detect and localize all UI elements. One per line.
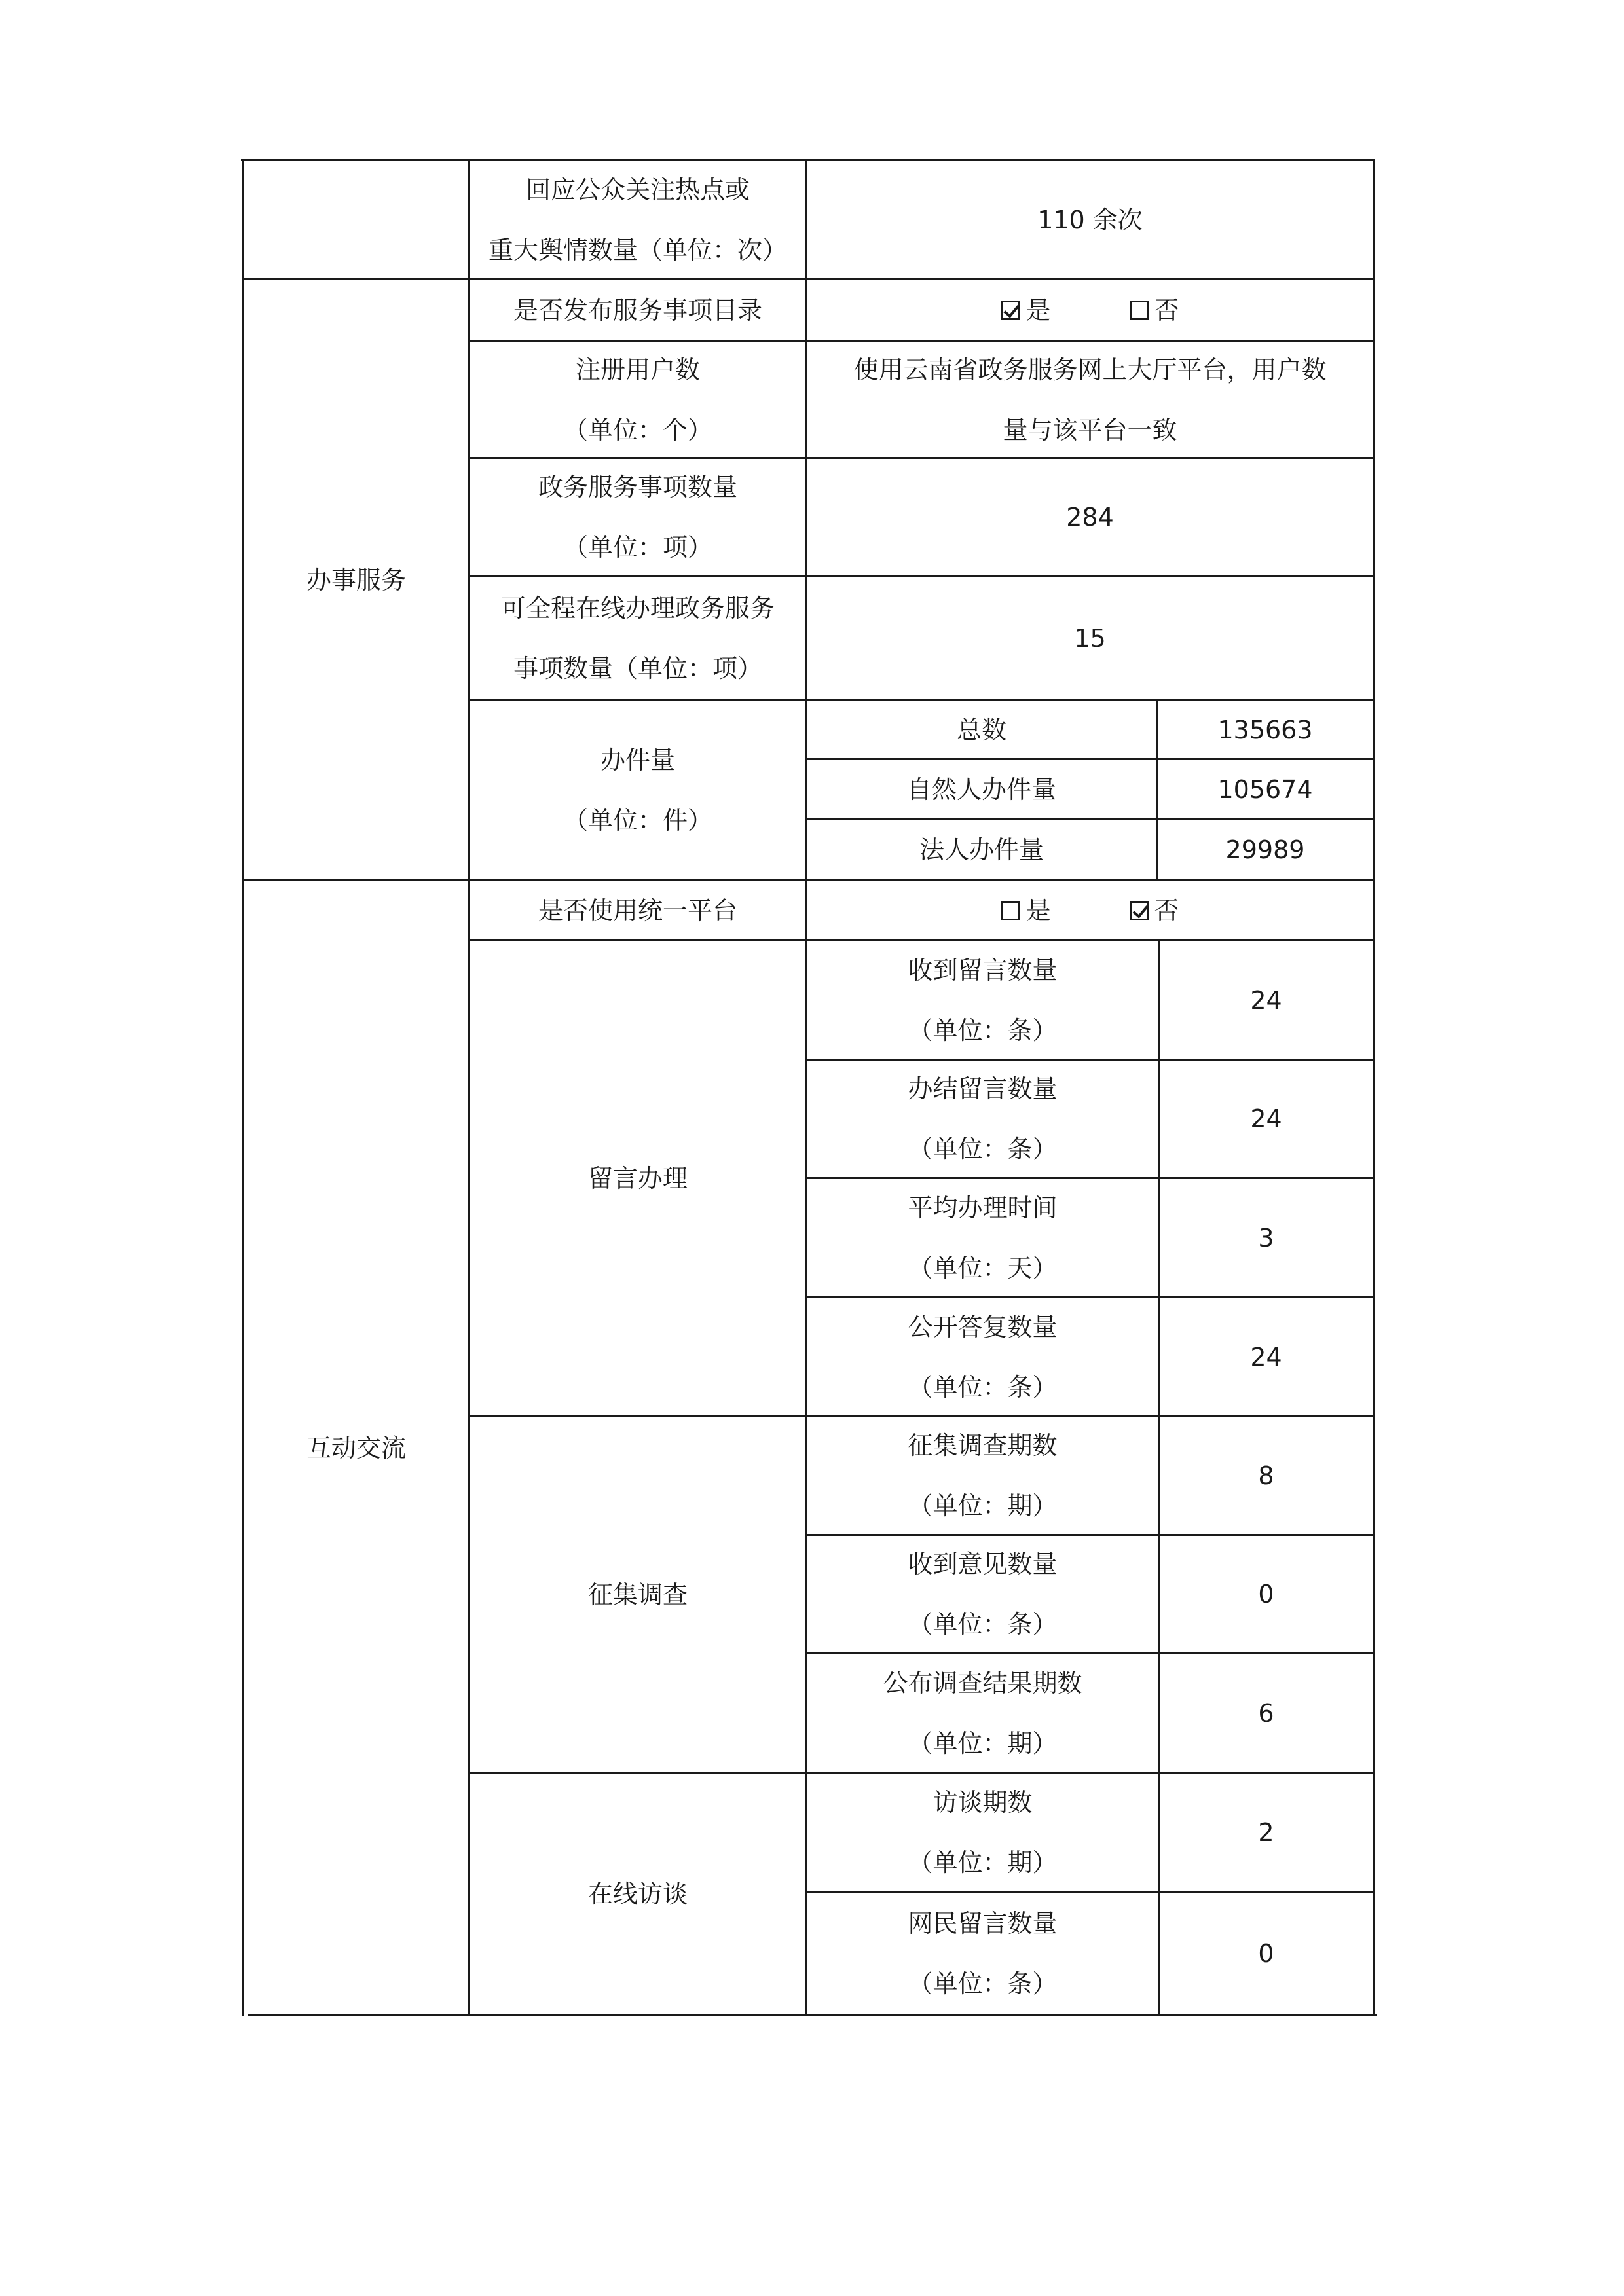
platform-no-option[interactable]: 否 — [1130, 881, 1179, 941]
checkbox-empty-icon — [1130, 301, 1149, 320]
volume-total-value: 135663 — [1217, 715, 1313, 744]
messages-done-value: 24 — [1250, 1104, 1282, 1133]
platform-yes-option[interactable]: 是 — [1001, 881, 1050, 941]
messages-group: 留言办理 — [587, 1164, 688, 1193]
interaction-category: 互动交流 — [306, 1433, 406, 1463]
items-value: 284 — [1066, 502, 1114, 532]
survey-opinions-value: 0 — [1258, 1580, 1274, 1609]
messages-public-value: 24 — [1250, 1342, 1282, 1372]
catalog-options — [807, 280, 1373, 340]
hotspot-value: 110 余次 — [1037, 205, 1143, 234]
survey-opinions-label: 收到意见数量 （单位：条） — [908, 1550, 1058, 1639]
items-label: 政务服务事项数量 （单位：项） — [538, 472, 737, 562]
catalog-no-option[interactable]: 否 — [1130, 280, 1179, 340]
checkbox-checked-icon — [1001, 301, 1020, 320]
volume-total-label: 总数 — [956, 715, 1006, 744]
volume-natural-label: 自然人办件量 — [906, 774, 1056, 804]
messages-done-label: 办结留言数量 （单位：条） — [908, 1074, 1058, 1163]
interview-group: 在线访谈 — [587, 1880, 688, 1908]
survey-results-label: 公布调查结果期数 （单位：期） — [883, 1668, 1082, 1758]
interview-comments-value: 0 — [1258, 1939, 1274, 1968]
online-label: 可全程在线办理政务服务 事项数量（单位：项） — [500, 593, 775, 683]
checkbox-empty-icon — [1001, 901, 1020, 920]
volume-label: 办件量 （单位：件） — [563, 746, 712, 835]
catalog-label: 是否发布服务事项目录 — [513, 296, 762, 325]
online-value: 15 — [1074, 623, 1106, 653]
volume-legal-label: 法人办件量 — [919, 835, 1044, 864]
survey-group: 征集调查 — [587, 1580, 688, 1609]
catalog-yes-option[interactable]: 是 — [1001, 280, 1050, 340]
survey-periods-label: 征集调查期数 （单位：期） — [908, 1431, 1058, 1520]
volume-legal-value: 29989 — [1225, 835, 1305, 864]
users-value: 使用云南省政务服务网上大厅平台，用户数 量与该平台一致 — [853, 355, 1327, 445]
checkbox-checked-icon — [1130, 901, 1149, 920]
hotspot-label-line1: 回应公众关注热点或 — [525, 175, 750, 204]
table-border — [248, 2014, 1377, 2016]
volume-natural-value: 105674 — [1217, 774, 1313, 804]
messages-received-label: 收到留言数量 （单位：条） — [908, 955, 1058, 1045]
messages-avg-label: 平均办理时间 （单位：天） — [908, 1193, 1058, 1283]
users-label: 注册用户数 （单位：个） — [563, 355, 712, 445]
survey-results-value: 6 — [1258, 1698, 1274, 1728]
messages-received-value: 24 — [1250, 985, 1282, 1015]
interview-periods-value: 2 — [1258, 1817, 1274, 1847]
table-border — [1373, 159, 1375, 2016]
hotspot-label — [470, 161, 805, 278]
hotspot-label-line2: 重大舆情数量（单位：次） — [488, 235, 787, 264]
platform-label: 是否使用统一平台 — [538, 896, 737, 925]
service-category: 办事服务 — [306, 565, 406, 594]
survey-periods-value: 8 — [1258, 1461, 1274, 1490]
messages-public-label: 公开答复数量 （单位：条） — [908, 1312, 1058, 1402]
platform-options — [807, 881, 1373, 939]
messages-avg-value: 3 — [1258, 1223, 1274, 1252]
interview-comments-label: 网民留言数量 （单位：条） — [908, 1909, 1058, 1998]
interview-periods-label: 访谈期数 （单位：期） — [908, 1787, 1058, 1877]
